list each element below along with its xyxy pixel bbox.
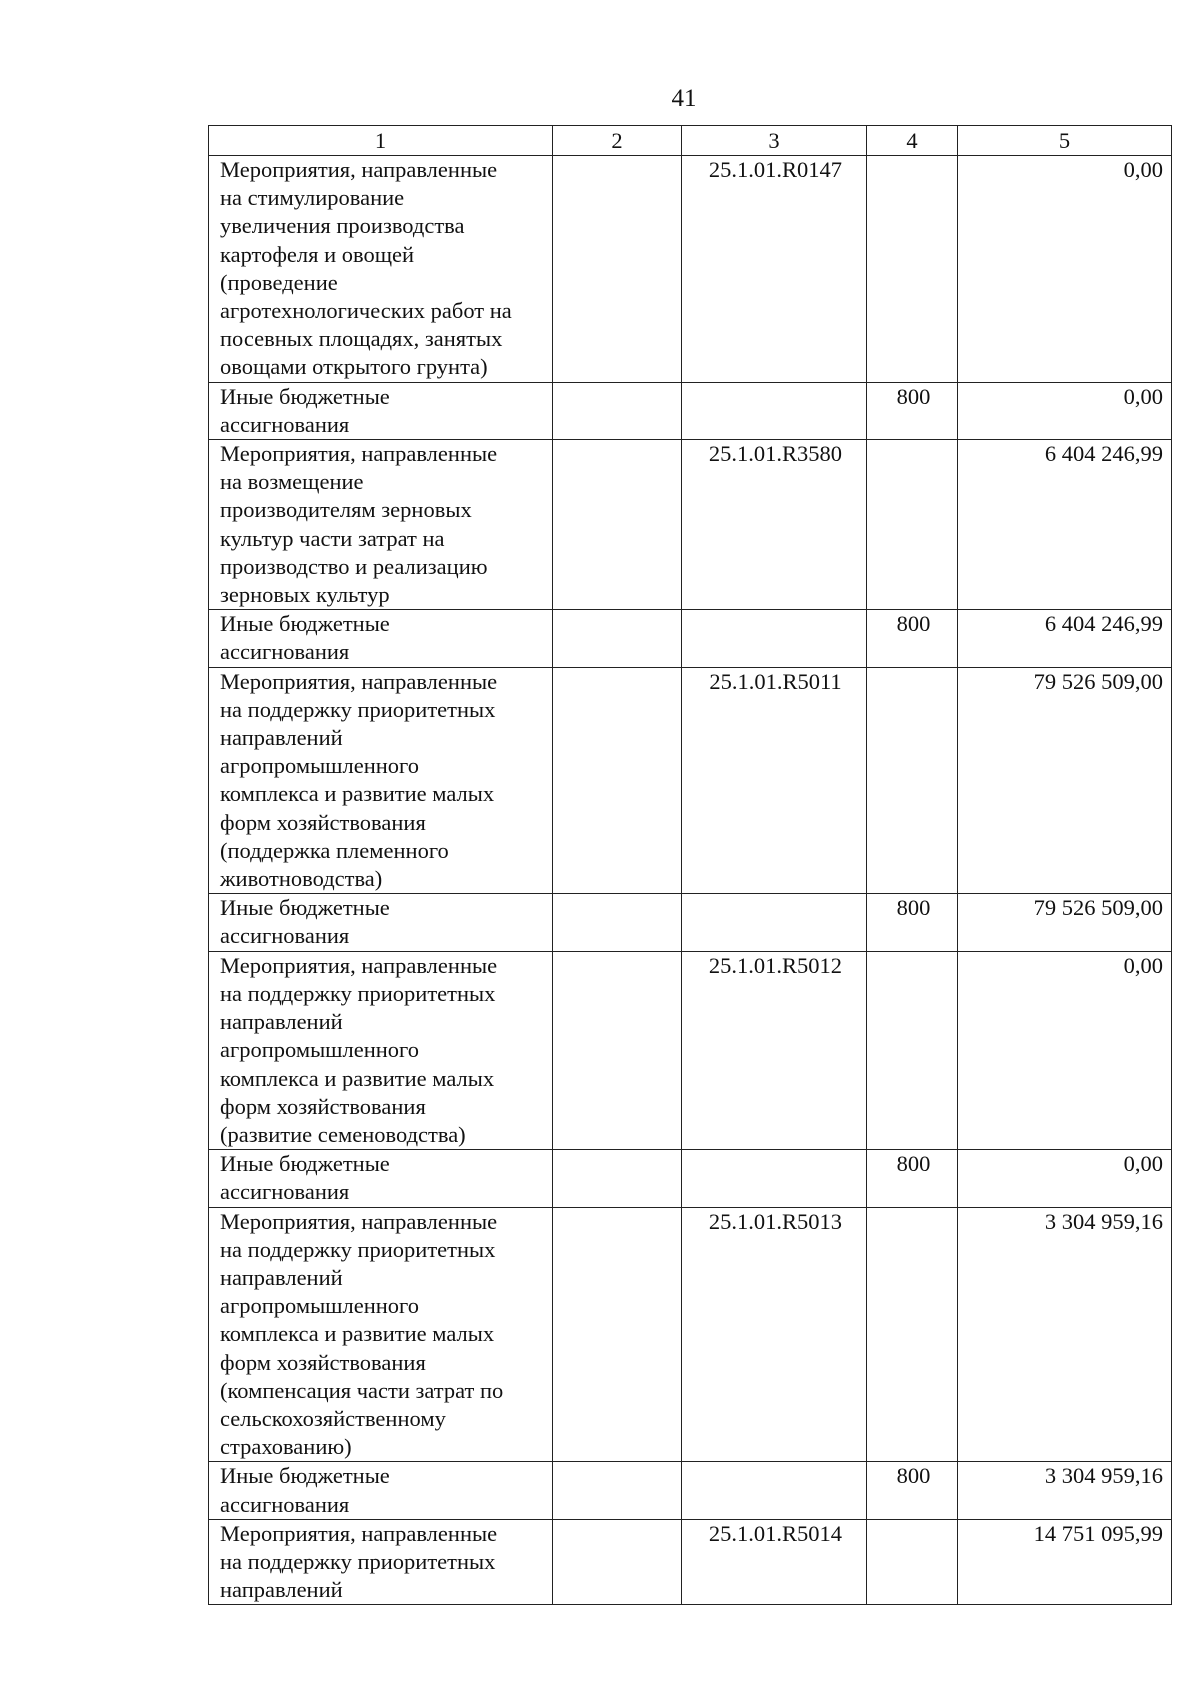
item-name-cell — [209, 1519, 553, 1605]
amount-cell: 0,00 — [958, 156, 1172, 383]
item-name-line: сельскохозяйственному — [220, 1405, 446, 1431]
item-name-line: на поддержку приоритетных — [220, 1548, 496, 1574]
item-name-line: на поддержку приоритетных — [220, 1236, 496, 1262]
column-2-cell — [553, 894, 682, 951]
column-2-cell — [553, 1462, 682, 1519]
table-row — [209, 1462, 1172, 1519]
target-code-cell: 25.1.01.R3580 — [682, 440, 867, 610]
item-name-line: увеличения производства — [220, 213, 465, 239]
table-header — [209, 126, 1172, 156]
target-code-cell: 25.1.01.R5012 — [682, 951, 867, 1149]
expense-type-cell: 800 — [867, 1462, 958, 1519]
column-header: 1 — [209, 126, 553, 156]
table-row — [209, 951, 1172, 1149]
table-row — [209, 1207, 1172, 1462]
item-name-line: Иные бюджетные — [220, 1463, 390, 1489]
item-name-line: Мероприятия, направленные — [220, 157, 498, 182]
target-code-cell — [682, 1462, 867, 1519]
amount-cell: 6 404 246,99 — [958, 440, 1172, 610]
amount-cell: 79 526 509,00 — [958, 894, 1172, 951]
item-name-line: ассигнования — [220, 923, 350, 949]
target-code-cell: 25.1.01.R5011 — [682, 667, 867, 894]
target-code-cell: 25.1.01.R5013 — [682, 1207, 867, 1462]
item-name-line: овощами открытого грунта) — [220, 354, 488, 380]
table-row — [209, 440, 1172, 610]
column-2-cell — [553, 1519, 682, 1605]
item-name-line: форм хозяйствования — [220, 1093, 426, 1119]
column-2-cell — [553, 667, 682, 894]
amount-cell: 0,00 — [958, 951, 1172, 1149]
item-name-cell — [209, 440, 553, 610]
item-name-line: зерновых культур — [220, 582, 390, 608]
expense-type-cell: 800 — [867, 894, 958, 951]
target-code-cell — [682, 382, 867, 439]
table-row — [209, 1519, 1172, 1605]
target-code-cell: 25.1.01.R5014 — [682, 1519, 867, 1605]
item-name-cell — [209, 382, 553, 439]
table-row — [209, 610, 1172, 667]
target-code-cell — [682, 1150, 867, 1207]
table-row — [209, 156, 1172, 383]
item-name-cell — [209, 951, 553, 1149]
column-header: 4 — [867, 126, 958, 156]
item-name-line: производителям зерновых — [220, 497, 472, 523]
item-name-line: (компенсация части затрат по — [220, 1377, 504, 1403]
item-name-line: на поддержку приоритетных — [220, 980, 496, 1006]
item-name-line: производство и реализацию — [220, 553, 488, 579]
item-name-line: на поддержку приоритетных — [220, 696, 496, 722]
item-name-line: агропромышленного — [220, 753, 419, 779]
item-name-line: посевных площадях, занятых — [220, 326, 503, 352]
item-name-line: Мероприятия, направленные — [220, 952, 498, 978]
item-name-line: животноводства) — [220, 866, 383, 892]
item-name-line: (развитие семеноводства) — [220, 1121, 466, 1147]
item-name-line: Мероприятия, направленные — [220, 668, 498, 694]
expense-type-cell: 800 — [867, 382, 958, 439]
item-name-line: (проведение — [220, 269, 338, 295]
expense-type-cell — [867, 951, 958, 1149]
item-name-line: Иные бюджетные — [220, 383, 390, 409]
table-row — [209, 667, 1172, 894]
item-name-line: комплекса и развитие малых — [220, 1065, 495, 1091]
expense-type-cell: 800 — [867, 1150, 958, 1207]
expense-type-cell — [867, 1519, 958, 1605]
column-2-cell — [553, 156, 682, 383]
table-row — [209, 1150, 1172, 1207]
column-2-cell — [553, 1207, 682, 1462]
column-2-cell — [553, 951, 682, 1149]
expense-type-cell — [867, 156, 958, 383]
item-name-line: форм хозяйствования — [220, 1349, 426, 1375]
item-name-cell — [209, 1150, 553, 1207]
item-name-line: направлений — [220, 1009, 343, 1035]
budget-table — [208, 125, 1172, 1605]
item-name-cell — [209, 1207, 553, 1462]
item-name-line: комплекса и развитие малых — [220, 781, 495, 807]
item-name-line: Мероприятия, направленные — [220, 441, 498, 467]
item-name-line: Иные бюджетные — [220, 895, 390, 921]
item-name-line: агротехнологических работ на — [220, 298, 512, 324]
column-header: 2 — [553, 126, 682, 156]
item-name-line: агропромышленного — [220, 1037, 419, 1063]
item-name-line: культур части затрат на — [220, 525, 445, 551]
item-name-line: на стимулирование — [220, 185, 405, 211]
page-number: 41 — [671, 85, 697, 112]
item-name-line: Иные бюджетные — [220, 611, 390, 637]
amount-cell: 79 526 509,00 — [958, 667, 1172, 894]
item-name-line: агропромышленного — [220, 1293, 419, 1319]
item-name-line: Мероприятия, направленные — [220, 1208, 498, 1234]
amount-cell: 14 751 095,99 — [958, 1519, 1172, 1605]
table-row — [209, 894, 1172, 951]
item-name-line: направлений — [220, 1577, 343, 1603]
expense-type-cell — [867, 667, 958, 894]
item-name-line: комплекса и развитие малых — [220, 1321, 495, 1347]
amount-cell: 0,00 — [958, 1150, 1172, 1207]
item-name-line: страхованию) — [220, 1434, 352, 1460]
amount-cell: 0,00 — [958, 382, 1172, 439]
expense-type-cell — [867, 1207, 958, 1462]
header-row — [209, 126, 1172, 156]
table-body — [209, 156, 1172, 1605]
item-name-cell — [209, 1462, 553, 1519]
target-code-cell: 25.1.01.R0147 — [682, 156, 867, 383]
item-name-cell — [209, 156, 553, 383]
item-name-line: направлений — [220, 1264, 343, 1290]
item-name-line: форм хозяйствования — [220, 809, 426, 835]
target-code-cell — [682, 610, 867, 667]
item-name-line: Иные бюджетные — [220, 1151, 390, 1177]
item-name-cell — [209, 667, 553, 894]
amount-cell: 3 304 959,16 — [958, 1462, 1172, 1519]
table-row — [209, 382, 1172, 439]
item-name-line: ассигнования — [220, 411, 350, 437]
column-header: 3 — [682, 126, 867, 156]
column-2-cell — [553, 610, 682, 667]
item-name-cell — [209, 610, 553, 667]
amount-cell: 3 304 959,16 — [958, 1207, 1172, 1462]
column-2-cell — [553, 1150, 682, 1207]
item-name-line: ассигнования — [220, 639, 350, 665]
item-name-line: ассигнования — [220, 1179, 350, 1205]
column-2-cell — [553, 382, 682, 439]
item-name-cell — [209, 894, 553, 951]
item-name-line: на возмещение — [220, 469, 364, 495]
column-header: 5 — [958, 126, 1172, 156]
expense-type-cell: 800 — [867, 610, 958, 667]
item-name-line: ассигнования — [220, 1491, 350, 1517]
item-name-line: направлений — [220, 725, 343, 751]
item-name-line: картофеля и овощей — [220, 241, 415, 267]
expense-type-cell — [867, 440, 958, 610]
amount-cell: 6 404 246,99 — [958, 610, 1172, 667]
target-code-cell — [682, 894, 867, 951]
column-2-cell — [553, 440, 682, 610]
item-name-line: (поддержка племенного — [220, 837, 449, 863]
item-name-line: Мероприятия, направленные — [220, 1520, 498, 1546]
